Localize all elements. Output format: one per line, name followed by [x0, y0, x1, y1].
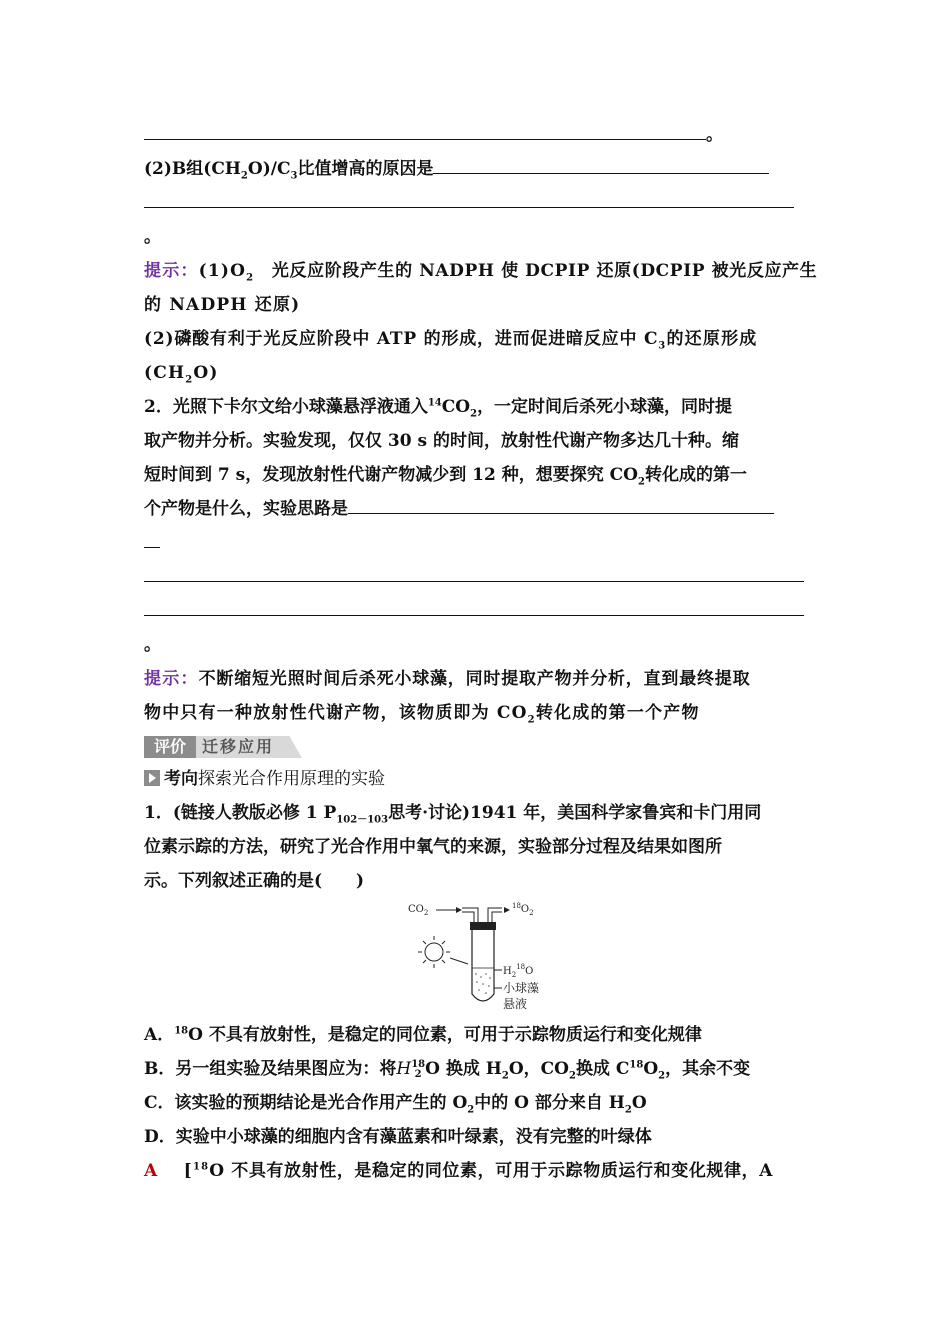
alga-label-2: 悬液 [503, 997, 528, 1011]
blank-underline[interactable] [144, 187, 794, 208]
section-banner [144, 734, 808, 760]
o18-label: $^{18}O_2$ [512, 902, 534, 917]
period: 。 [706, 125, 723, 145]
period-line: 。 [144, 635, 161, 655]
question-2-line-1: 2．光照下卡尔文给小球藻悬浮液通入$^{14}CO_2$，一定时间后杀死小球藻，同时提 [144, 397, 733, 420]
test-tube-diagram [406, 898, 556, 1016]
arrow-in-icon [456, 907, 462, 913]
question-part2: (2)B组$(CH_2O)/C_3$比值增高的原因是 [144, 152, 808, 186]
blank-underline[interactable] [144, 561, 804, 582]
sun-icon [425, 943, 443, 961]
blank-underline[interactable] [144, 527, 160, 548]
blank-underline[interactable] [348, 493, 774, 514]
question-1-line-1: 1．(链接人教版必修 1 $P_{102-103}$思考·讨论)1941 年，美国科学家鲁宾和卡门用同 [144, 803, 762, 826]
option-a[interactable]: A．$^{18}$O 不具有放射性，是稳定的同位素，可用于示踪物质运行和变化规律 [144, 1025, 702, 1045]
co2-label: $CO_2$ [408, 904, 429, 917]
hint-2-line-2: 物中只有一种放射性代谢产物，该物质即为 $CO_2$转化成的第一个产物 [144, 703, 700, 726]
answer-blank-line [144, 594, 808, 628]
period-line: 。 [144, 227, 161, 247]
question-1-line-3: 示。下列叙述正确的是( ) [144, 871, 365, 891]
kaoxiang-heading: 考向探索光合作用原理的实验 [144, 762, 808, 796]
question-2-line-3: 短时间到 7 s，发现放射性代谢产物减少到 12 种，想要探究 $CO_2$转化成的第一 [144, 465, 747, 488]
answer-blank-line [144, 186, 808, 220]
question-1-line-2: 位素示踪的方法，研究了光合作用中氧气的来源，实验部分过程及结果如图所 [144, 837, 722, 857]
hint-line-3: (2)磷酸有利于光反应阶段中 ATP 的形成，进而促进暗反应中 $C_3$的还原形成 [144, 329, 758, 352]
hint-line-1: 提示：$(1)O_2$ 光反应阶段产生的 NADPH 使 DCPIP 还原(DCPIP 被光反应产生 [144, 261, 818, 284]
document-page [144, 118, 818, 1188]
answer-blank-line [144, 526, 808, 560]
hint-2-line-1: 提示：不断缩短光照时间后杀死小球藻，同时提取产物并分析，直到最终提取 [144, 669, 751, 689]
banner-right-label: 迁移应用 [202, 737, 275, 756]
experiment-figure [144, 898, 808, 1018]
question-2-line-4: 个产物是什么，实验思路是 [144, 492, 808, 526]
blank-underline[interactable] [144, 595, 804, 616]
hint-line-4: $(CH_2O)$ [144, 363, 219, 386]
blank-underline[interactable] [144, 119, 706, 140]
question-2-line-2: 取产物并分析。实验发现，仅仅 30 s 的时间，放射性代谢产物多达几十种。缩 [144, 431, 739, 451]
arrow-out-icon [504, 907, 510, 913]
hint-label: 提示： [144, 669, 199, 689]
option-c[interactable]: C．该实验的预期结论是光合作用产生的 $O_2$中的 O 部分来自 $H_2O$ [144, 1093, 647, 1116]
answer-blank-line [144, 560, 808, 594]
answer-blank-line [144, 118, 808, 152]
play-arrow-icon [144, 770, 160, 786]
answer-line: A [$^{18}$O 不具有放射性，是稳定的同位素，可用于示踪物质运行和变化规律，A [144, 1161, 774, 1181]
blank-underline[interactable] [433, 153, 769, 174]
answer-letter: A [144, 1161, 159, 1181]
hint-label: 提示： [144, 261, 199, 281]
banner-left-label: 评价 [144, 736, 196, 758]
option-d[interactable]: D．实验中小球藻的细胞内含有藻蓝素和叶绿素，没有完整的叶绿体 [144, 1127, 652, 1147]
option-b[interactable]: B．另一组实验及结果图应为：将H 18 2 O 换成 $H_2O$，$CO_2$换成 $C^{18}O_2$，其余不变 [144, 1058, 751, 1082]
stopper [470, 922, 496, 930]
h2o18-label: $H_2^{18}O$ [503, 963, 534, 979]
alga-label-1: 小球藻 [503, 981, 540, 995]
hint-line-2: 的 NADPH 还原) [144, 295, 301, 315]
test-tube [472, 930, 494, 1001]
